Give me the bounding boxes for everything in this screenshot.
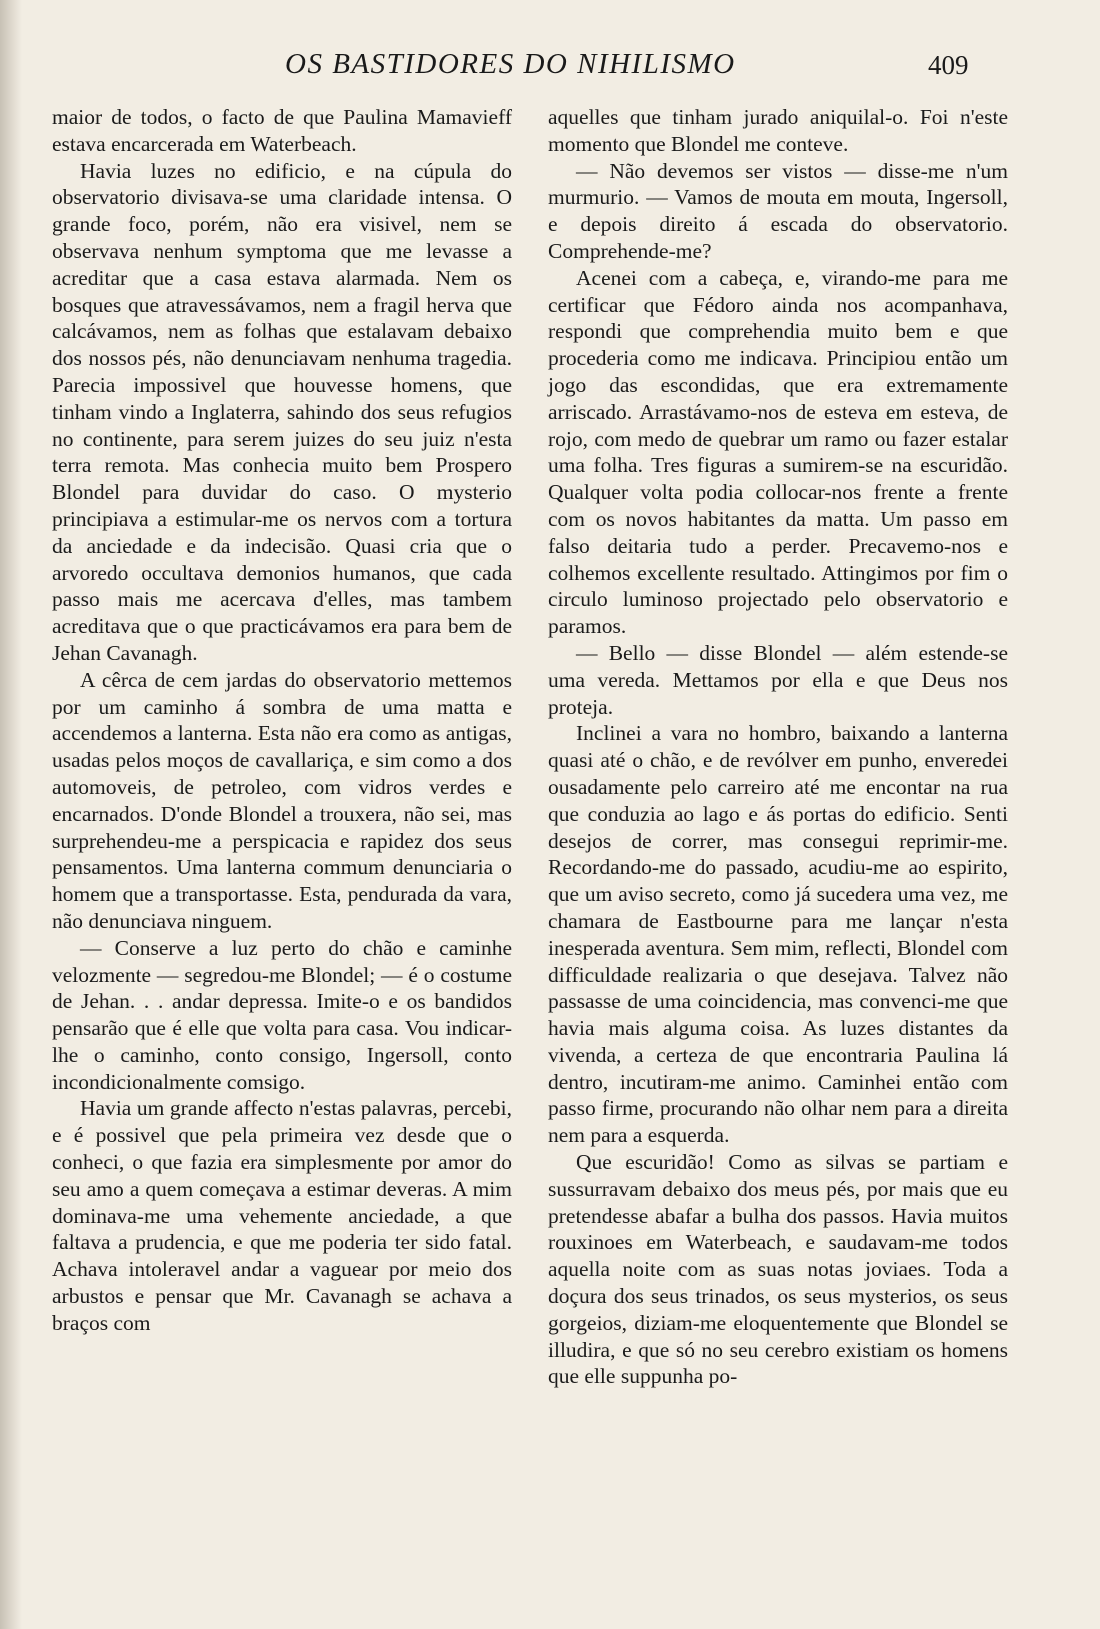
paragraph: Que escuridão! Como as silvas se partiam e sussurravam debaixo dos meus pés, por mais que eu pretendesse abafar a bulha dos passos. Havia muitos rouxinoes em Waterbeach, e saudavam-me todos aquella noite com as suas notas joviaes. Toda a doçura dos seus trinados, os seus mysterios, os seus gorgeios, diziam-me eloquentemente que Blondel se illudira, e que só no seu cerebro existiam os homens que elle suppunha po-: [548, 1150, 1008, 1389]
paragraph: A cêrca de cem jardas do observatorio mettemos por um caminho á sombra de uma matta e accendemos a lanterna. Esta não era como as antigas, usadas pelos moços de cavallariça, e sim como a dos automoveis, de petroleo, com vidros verdes e encarnados. D'onde Blondel a trouxera, não sei, mas surprehendeu-me a perspicacia e rapidez dos seus pensamentos. Uma lanterna commum denunciaria o homem que a transportasse. Esta, pendurada da vara, não denunciava ninguem.: [52, 667, 512, 933]
paragraph: Havia um grande affecto n'estas palavras, percebi, e é possivel que pela primeira vez desde que o conheci, o que fazia era simplesmente por amor do seu amo a quem começava a estimar deveras. A mim dominava-me uma vehemente anciedade, a que faltava a prudencia, e que me poderia ter sido fatal. Achava intoleravel andar a vaguear por meio dos arbustos e pensar que Mr. Cavanagh se achava a braços com: [52, 1096, 512, 1335]
paragraph: Havia luzes no edificio, e na cúpula do observatorio divisava-se uma claridade intensa. O grande foco, porém, não era visivel, nem se observava nenhum symptoma que me levasse a acreditar que a casa estava alarmada. Nem os bosques que atravessávamos, nem a fragil herva que calcávamos, nem as folhas que estalavam debaixo dos nossos pés, não denunciavam nenhuma tragedia. Parecia impossivel que houvesse homens, que tinham vindo a Inglaterra, sahindo dos seus refugios no continente, para serem juizes do seu juiz n'esta terra remota. Mas conhecia muito bem Prospero Blondel para duvidar do caso. O mysterio principiava a estimular-me os nervos com a tortura da anciedade e da indecisão. Quasi cria que o arvoredo occultava demonios humanos, que cada passo mais me acercava d'elles, mas tambem acreditava que o que practicávamos era para bem de Jehan Cavanagh.: [52, 158, 512, 665]
right-column: [548, 104, 1008, 1390]
paragraph: — Não devemos ser vistos — disse-me n'um murmurio. — Vamos de mouta em mouta, Ingersoll, e depois direito á escada do observatorio. Comprehende-me?: [548, 158, 1008, 263]
running-header: [0, 48, 1100, 88]
page-gutter-shadow: [0, 0, 22, 1629]
paragraph: aquelles que tinham jurado aniquilal-o. Foi n'este momento que Blondel me conteve.: [548, 105, 1008, 156]
paragraph: — Conserve a luz perto do chão e caminhe velozmente — segredou-me Blondel; — é o costume de Jehan. . . andar depressa. Imite-o e os bandidos pensarão que é elle que volta para casa. Vou indicar-lhe o caminho, conto consigo, Ingersoll, conto incondicionalmente comsigo.: [52, 935, 512, 1094]
left-column: [52, 104, 512, 1337]
paragraph: Acenei com a cabeça, e, virando-me para me certificar que Fédoro ainda nos acompanhava, respondi que comprehendia muito bem e que procederia como me indicava. Principiou então um jogo das escondidas, que era extremamente arriscado. Arrastávamo-nos de esteva em esteva, de rojo, com medo de quebrar um ramo ou fazer estalar uma folha. Tres figuras a sumirem-se na escuridão. Qualquer volta podia collocar-nos frente a frente com os novos habitantes da matta. Um passo em falso deitaria tudo a perder. Precavemo-nos e colhemos excellente resultado. Attingimos por fim o circulo luminoso projectado pelo observatorio e paramos.: [548, 265, 1008, 639]
paragraph: — Bello — disse Blondel — além estende-se uma vereda. Mettamos por ella e que Deus nos proteja.: [548, 640, 1008, 719]
paragraph: Inclinei a vara no hombro, baixando a lanterna quasi até o chão, e de revólver em punho, enveredei ousadamente pelo carreiro até me encontar na rua que conduzia ao lago e ás portas do edificio. Senti desejos de correr, mas consegui reprimir-me. Recordando-me do passado, acudiu-me ao espirito, que um aviso secreto, como já sucedera uma vez, me chamara de Eastbourne para me lançar n'esta inesperada aventura. Sem mim, reflecti, Blondel com difficuldade realizaria o que desejava. Talvez não passasse de uma coincidencia, mas convenci-me que havia mais alguma coisa. As luzes distantes da vivenda, a certeza de que encontraria Paulina lá dentro, incutiram-me animo. Caminhei então com passo firme, procurando não olhar nem para a direita nem para a esquerda.: [548, 721, 1008, 1148]
running-title: OS BASTIDORES DO NIHILISMO: [285, 48, 736, 80]
paragraph: maior de todos, o facto de que Paulina Mamavieff estava encarcerada em Waterbeach.: [52, 105, 512, 156]
page-number: 409: [928, 50, 969, 80]
